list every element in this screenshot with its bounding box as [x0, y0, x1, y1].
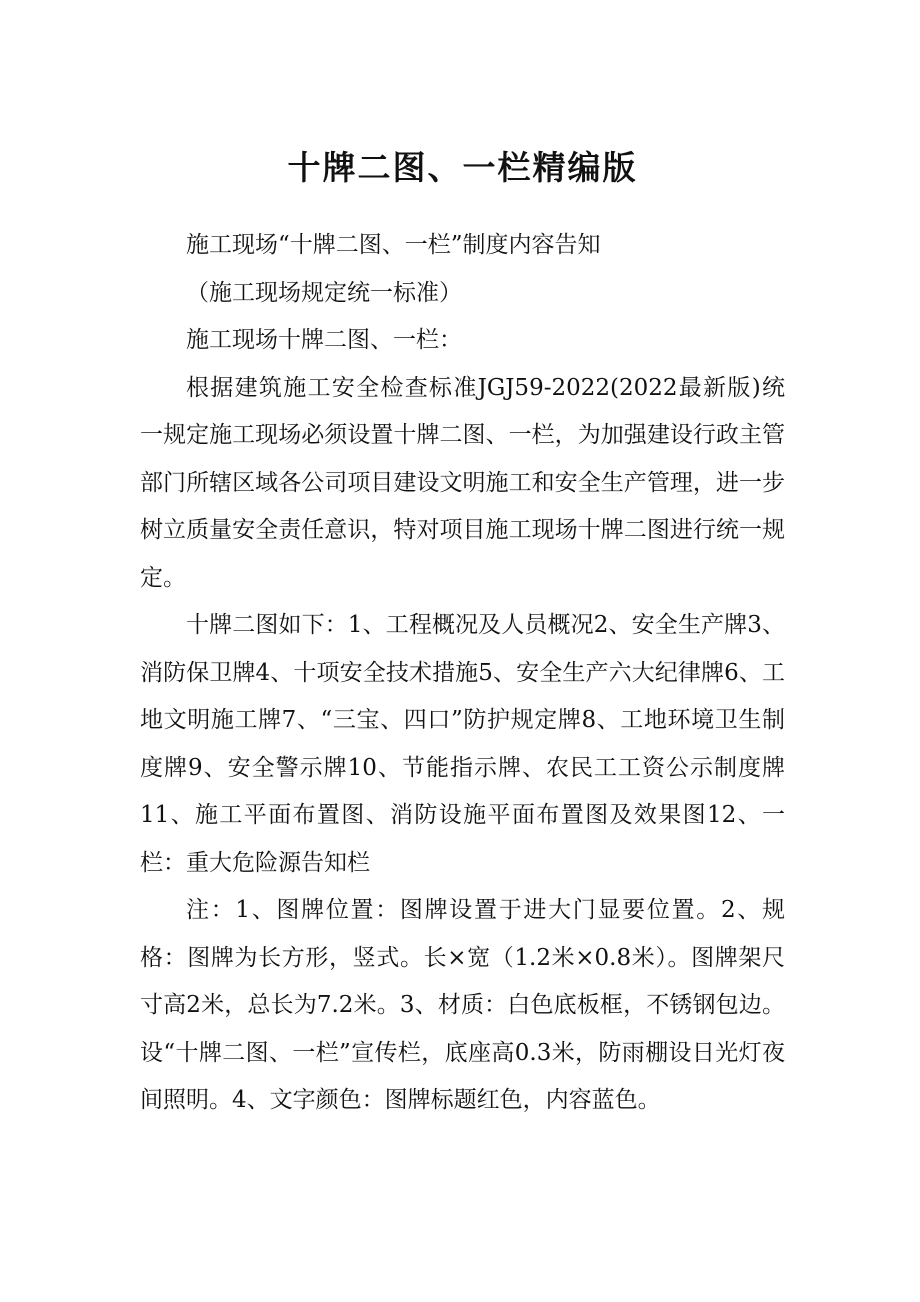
- paragraph-sign-list: 十牌二图如下：1、工程概况及人员概况2、安全生产牌3、消防保卫牌4、十项安全技术措施5、安全生产六大纪律牌6、工地文明施工牌7、“三宝、四口”防护规定牌8、工地环境卫生制度牌9、安全警示牌10、节能指示牌、农民工工资公示制度牌11、施工平面布置图、消防设施平面布置图及效果图12、一栏：重大危险源告知栏: [140, 612, 785, 876]
- paragraph-standard-note: （施工现场规定统一标准）: [186, 279, 462, 306]
- document-body: [140, 222, 785, 1125]
- paragraph-notes: 注：1、图牌位置：图牌设置于进大门显要位置。2、规格：图牌为长方形，竖式。长×宽（1.2米×0.8米）。图牌架尺寸高2米，总长为7.2米。3、材质：白色底板框，不锈钢包边。设“十牌二图、一栏”宣传栏，底座高0.3米，防雨棚设日光灯夜间照明。4、文字颜色：图牌标题红色，内容蓝色。: [140, 897, 785, 1113]
- document-page: [140, 0, 785, 1302]
- paragraph-section-heading: 施工现场十牌二图、一栏：: [186, 327, 462, 353]
- paragraph-basis: 根据建筑施工安全检查标准JGJ59-2022(2022最新版)统一规定施工现场必须设置十牌二图、一栏，为加强建设行政主管部门所辖区域各公司项目建设文明施工和安全生产管理，进一步树立质量安全责任意识，特对项目施工现场十牌二图进行统一规定。: [140, 374, 785, 591]
- document-title: 十牌二图、一栏精编版: [287, 148, 638, 187]
- paragraph-notice-heading: 施工现场“十牌二图、一栏”制度内容告知: [186, 232, 601, 258]
